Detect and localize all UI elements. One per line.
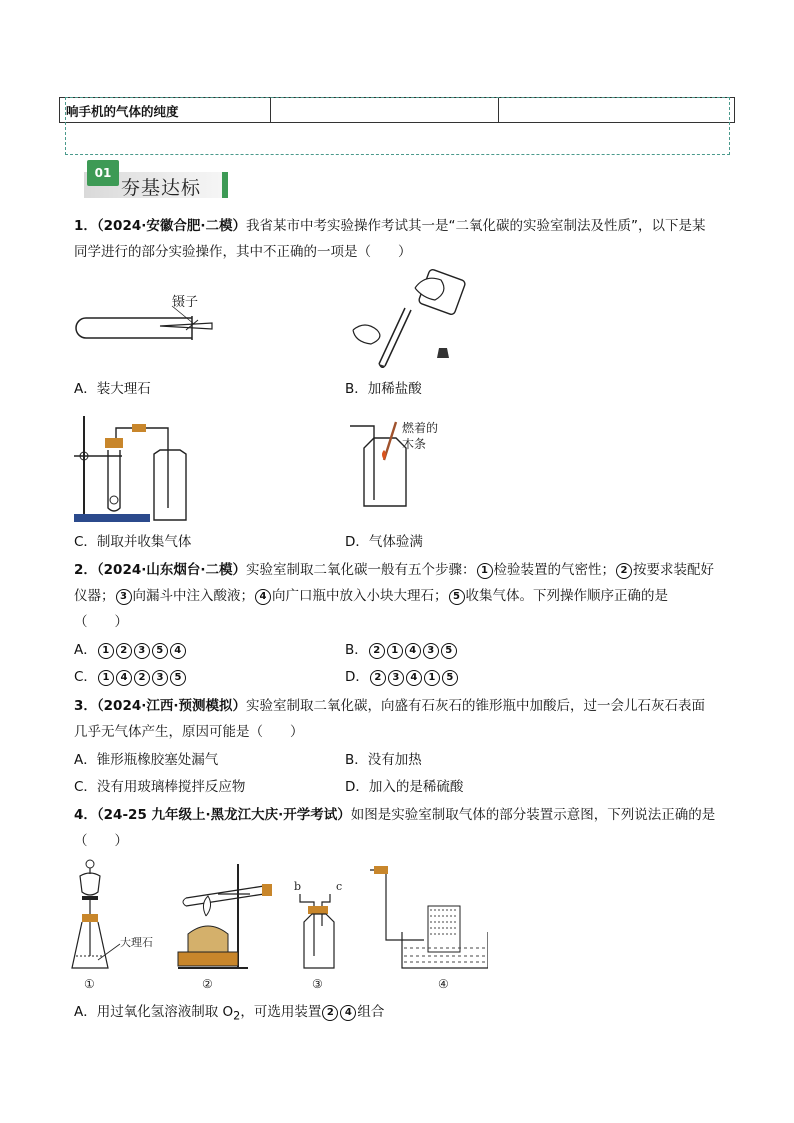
q4-option-a-text: ，可选用装置 — [240, 1004, 322, 1020]
circled-number: 1 — [387, 643, 403, 659]
q3-option-b[interactable]: B．没有加热 — [345, 752, 422, 768]
q4-apparatus-figure — [68, 856, 488, 992]
option-letter: C． — [74, 669, 97, 685]
q4-option-a-text: 组合 — [357, 1004, 385, 1020]
q3-line2: 几乎无气体产生，原因可能是（ ） — [74, 724, 304, 740]
circled-number: 1 — [477, 563, 493, 579]
option-letter: D． — [345, 669, 369, 685]
q3-source: （2024·江西·预测模拟） — [96, 698, 246, 714]
q2-option-b[interactable] — [345, 640, 458, 660]
q4-text: 如图是实验室制取气体的部分装置示意图，下列说法正确的是 — [350, 807, 716, 823]
circled-number: 2 — [370, 670, 386, 686]
q3-option-d[interactable]: D．加入的是稀硫酸 — [345, 779, 464, 795]
option-letter: A． — [74, 642, 97, 658]
circled-number: 5 — [170, 670, 186, 686]
q2-source: （2024·山东烟台·二模） — [96, 562, 246, 578]
q3-option-c[interactable]: C．没有用玻璃棒搅拌反应物 — [74, 779, 246, 795]
circled-number: 4 — [405, 643, 421, 659]
q3-option-a[interactable]: A．锥形瓶橡胶塞处漏气 — [74, 752, 219, 768]
apparatus-3 — [294, 880, 342, 991]
q1-line2: 同学进行的部分实验操作，其中不正确的一项是（ ） — [74, 244, 412, 260]
q3-text: 实验室制取二氧化碳，向盛有石灰石的锥形瓶中加酸后，过一会儿石灰石表面 — [246, 698, 705, 714]
q3-line1 — [74, 696, 705, 716]
q1-line1 — [74, 216, 706, 236]
circled-number: 2 — [134, 670, 150, 686]
table-cell-text: 响手机的气体的纯度 — [66, 104, 179, 119]
q2-line1 — [74, 560, 714, 580]
q2-text: 实验室制取二氧化碳一般有五个步骤： — [246, 562, 476, 578]
circled-number: 3 — [388, 670, 404, 686]
q1-text-line1: 我省某市中考实验操作考试其一是“二氧化碳的实验室制法及性质”，以下是某 — [246, 218, 706, 234]
q2-step-text: 向广口瓶中放入小块大理石； — [272, 588, 448, 604]
figure-a-test-tube — [72, 292, 232, 342]
q4-option-a[interactable] — [74, 1002, 384, 1027]
figure-a-label: 镊子 — [172, 295, 199, 310]
figure-d-bottle — [350, 420, 470, 510]
circled-number: 1 — [98, 670, 114, 686]
figure-c-apparatus — [72, 410, 197, 525]
q4-line1 — [74, 805, 715, 825]
circled-number: 2 — [116, 643, 132, 659]
q2-option-a[interactable] — [74, 640, 187, 660]
q2-step-text: 检验装置的气密性； — [493, 562, 615, 578]
apparatus-1 — [72, 860, 153, 991]
label-b: b — [294, 880, 302, 893]
circled-number: 1 — [98, 643, 114, 659]
q1-number: 1． — [74, 218, 97, 234]
q2-line3: （ ） — [74, 614, 128, 630]
q1-option-d[interactable]: D．气体验满 — [345, 534, 423, 550]
apparatus-4 — [370, 866, 488, 991]
circled-number: 4 — [170, 643, 186, 659]
circled-number: 4 — [340, 1005, 356, 1021]
circled-number: 4 — [406, 670, 422, 686]
q2-number: 2． — [74, 562, 97, 578]
q2-step-text: 按要求装配好 — [633, 562, 714, 578]
circled-number: 2 — [369, 643, 385, 659]
dashed-frame — [65, 97, 730, 155]
q1-option-a[interactable]: A．装大理石 — [74, 381, 151, 397]
circled-number: 3 — [423, 643, 439, 659]
apparatus-2 — [178, 864, 272, 991]
circled-number: 5 — [449, 589, 465, 605]
q4-line2: （ ） — [74, 833, 128, 849]
q1-source: （2024·安徽合肥·二模） — [96, 218, 246, 234]
apparatus-3-number: ③ — [312, 977, 323, 991]
q2-step-text: 收集气体。下列操作顺序正确的是 — [465, 588, 668, 604]
figure-b-pouring — [345, 268, 485, 368]
option-letter: B． — [345, 642, 368, 658]
section-badge: 01 — [87, 160, 119, 186]
marble-label: 大理石 — [120, 936, 153, 949]
label-c: c — [336, 880, 343, 893]
q4-number: 4． — [74, 807, 97, 823]
figure-d-label-1: 燃着的 — [402, 421, 439, 435]
circled-number: 5 — [441, 643, 457, 659]
circled-number: 5 — [152, 643, 168, 659]
circled-number: 3 — [152, 670, 168, 686]
q3-number: 3． — [74, 698, 97, 714]
q4-option-a-text: A．用过氧化氢溶液制取 O — [74, 1004, 234, 1020]
circled-number: 2 — [616, 563, 632, 579]
section-accent-bar — [222, 172, 228, 198]
circled-number: 2 — [322, 1005, 338, 1021]
subscript: 2 — [233, 1009, 241, 1023]
q1-option-c[interactable]: C．制取并收集气体 — [74, 534, 192, 550]
q4-source: （24-25 九年级上·黑龙江大庆·开学考试） — [96, 807, 351, 823]
q2-line2 — [74, 586, 668, 606]
apparatus-4-number: ④ — [438, 977, 449, 991]
figure-d-label-2: 木条 — [402, 437, 427, 451]
q2-text: 仪器； — [74, 588, 115, 604]
q2-step-text: 向漏斗中注入酸液； — [132, 588, 254, 604]
circled-number: 4 — [255, 589, 271, 605]
circled-number: 3 — [116, 589, 132, 605]
section-title: 夯基达标 — [121, 177, 202, 199]
circled-number: 5 — [442, 670, 458, 686]
apparatus-2-number: ② — [202, 977, 213, 991]
circled-number: 3 — [134, 643, 150, 659]
q1-option-b[interactable]: B．加稀盐酸 — [345, 381, 422, 397]
q2-option-c[interactable] — [74, 667, 187, 687]
q2-option-d[interactable] — [345, 667, 459, 687]
circled-number: 4 — [116, 670, 132, 686]
apparatus-1-number: ① — [84, 977, 95, 991]
circled-number: 1 — [424, 670, 440, 686]
